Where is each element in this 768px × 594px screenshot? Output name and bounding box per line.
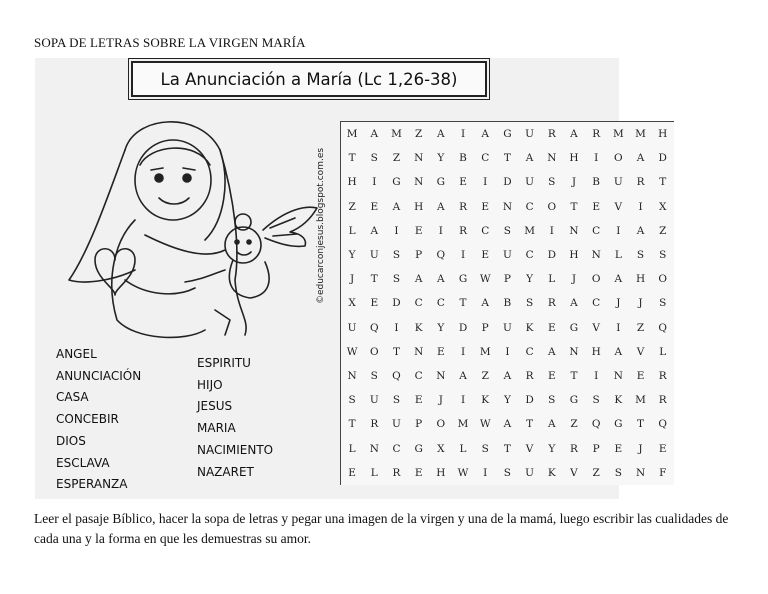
page-heading: SOPA DE LETRAS SOBRE LA VIRGEN MARÍA xyxy=(34,35,306,50)
grid-letter: U xyxy=(525,128,535,141)
grid-letter: R xyxy=(459,224,467,237)
grid-letter: H xyxy=(635,273,646,286)
grid-letter: A xyxy=(437,273,445,286)
grid-letter: S xyxy=(481,442,489,455)
worksheet-image xyxy=(35,58,668,499)
grid-letter: M xyxy=(479,345,491,358)
grid-letter: N xyxy=(502,200,512,213)
grid-letter: F xyxy=(659,466,667,479)
grid-letter: I xyxy=(460,394,466,407)
grid-letter: L xyxy=(459,442,467,455)
grid-letter: A xyxy=(503,418,512,431)
grid-letter: O xyxy=(658,273,668,286)
grid-letter: U xyxy=(502,321,512,334)
grid-letter: I xyxy=(460,345,466,358)
grid-letter: W xyxy=(479,273,491,286)
grid-letter: S xyxy=(592,394,600,407)
grid-letter: C xyxy=(481,152,490,165)
grid-letter: E xyxy=(348,466,356,479)
grid-letter: A xyxy=(370,224,379,237)
grid-letter: Q xyxy=(392,369,401,382)
grid-letter: C xyxy=(525,200,534,213)
grid-letter: I xyxy=(505,345,510,358)
grid-letter: A xyxy=(437,200,445,213)
grid-letter: A xyxy=(614,273,623,286)
grid-letter: L xyxy=(348,442,356,455)
grid-letter: A xyxy=(392,200,401,213)
grid-letter: Q xyxy=(369,321,379,334)
grid-letter: G xyxy=(614,418,623,431)
grid-letter: N xyxy=(569,224,579,237)
grid-letter: U xyxy=(613,176,623,189)
grid-letter: A xyxy=(370,128,379,141)
grid-letter: D xyxy=(503,176,512,189)
grid-letter: N xyxy=(414,176,424,189)
grid-letter: K xyxy=(547,466,556,479)
grid-letter: R xyxy=(636,176,645,189)
grid-letter: N xyxy=(591,249,601,262)
grid-letter: U xyxy=(525,176,535,189)
grid-letter: L xyxy=(614,249,622,262)
grid-letter: E xyxy=(414,466,423,479)
word-list-column-1 xyxy=(56,344,141,496)
grid-letter: R xyxy=(547,297,556,310)
grid-letter: O xyxy=(614,152,623,165)
grid-letter: Z xyxy=(415,128,423,141)
grid-letter: E xyxy=(459,176,467,189)
grid-letter: C xyxy=(525,345,534,358)
grid-letter: J xyxy=(638,297,643,310)
grid-letter: D xyxy=(458,321,468,334)
grid-letter: T xyxy=(348,152,356,165)
grid-letter: G xyxy=(503,128,512,141)
grid-letter: S xyxy=(636,249,645,262)
grid-letter: Q xyxy=(591,418,601,431)
grid-letter: C xyxy=(592,297,601,310)
grid-letter: M xyxy=(612,128,624,141)
grid-letter: I xyxy=(460,249,466,262)
grid-letter: S xyxy=(392,273,401,286)
grid-letter: W xyxy=(479,418,491,431)
word-list-item: MARIA xyxy=(197,421,236,436)
grid-letter: M xyxy=(457,418,469,431)
grid-letter: M xyxy=(635,128,646,141)
grid-letter: M xyxy=(635,394,646,407)
grid-letter: V xyxy=(592,321,600,334)
grid-letter: C xyxy=(414,297,423,310)
grid-letter: N xyxy=(635,466,646,479)
grid-letter: R xyxy=(525,369,534,382)
grid-letter: S xyxy=(503,224,511,237)
letter-grid xyxy=(340,121,674,485)
grid-letter: Y xyxy=(437,152,445,165)
grid-letter: K xyxy=(525,321,534,334)
word-list-item: CONCEBIR xyxy=(56,412,119,427)
grid-letter: I xyxy=(616,321,621,334)
grid-letter: I xyxy=(483,176,488,189)
grid-letter: Z xyxy=(592,466,600,479)
grid-letter: A xyxy=(636,152,645,165)
grid-letter: A xyxy=(570,297,578,310)
grid-letter: E xyxy=(370,297,379,310)
grid-letter: Y xyxy=(548,442,556,455)
grid-letter: E xyxy=(658,442,667,455)
grid-letter: G xyxy=(569,394,579,407)
grid-letter: E xyxy=(481,249,490,262)
grid-letter: N xyxy=(414,345,424,358)
grid-letter: P xyxy=(415,249,423,262)
grid-letter: C xyxy=(392,442,401,455)
grid-letter: S xyxy=(370,369,378,382)
grid-letter: A xyxy=(414,273,423,286)
word-list-item: ANUNCIACIÓN xyxy=(56,368,142,383)
grid-letter: E xyxy=(636,369,645,382)
grid-letter: D xyxy=(658,152,667,165)
grid-letter: T xyxy=(659,176,667,189)
grid-letter: T xyxy=(637,418,645,431)
grid-letter: J xyxy=(571,273,577,286)
grid-letter: C xyxy=(414,369,423,382)
grid-letter: Z xyxy=(659,224,667,237)
grid-letter: T xyxy=(570,369,578,382)
word-list-item: ESPIRITU xyxy=(197,356,251,370)
word-list-item: JESUS xyxy=(197,399,233,414)
grid-letter: S xyxy=(614,466,622,479)
grid-letter: X xyxy=(348,297,356,310)
instructions-text: Leer el pasaje Bíblico, hacer la sopa de letras y pegar una imagen de la virgen y una de la mamá, luego escribir las cualidades de cada una y la forma en que les demuestras su amor. xyxy=(34,511,729,546)
grid-letter: K xyxy=(481,394,490,407)
grid-letter: S xyxy=(659,249,667,262)
grid-letter: S xyxy=(548,394,556,407)
grid-letter: E xyxy=(614,442,623,455)
grid-letter: I xyxy=(394,224,399,237)
grid-letter: H xyxy=(569,249,579,262)
grid-letter: E xyxy=(370,200,379,213)
grid-letter: A xyxy=(503,369,512,382)
grid-letter: C xyxy=(481,224,490,237)
grid-letter: R xyxy=(459,200,467,213)
grid-letter: J xyxy=(638,442,643,455)
virgin-mary-with-baby-illustration xyxy=(55,110,323,344)
grid-letter: U xyxy=(369,394,379,407)
grid-letter: A xyxy=(547,345,556,358)
grid-letter: K xyxy=(614,394,623,407)
grid-letter: S xyxy=(548,176,556,189)
grid-letter: K xyxy=(414,321,423,334)
grid-letter: R xyxy=(658,394,667,407)
word-list-column-2 xyxy=(197,353,273,483)
grid-letter: R xyxy=(592,128,601,141)
worksheet-title: La Anunciación a María (Lc 1,26-38) xyxy=(131,61,487,97)
grid-letter: X xyxy=(658,200,667,213)
grid-letter: B xyxy=(592,176,601,189)
grid-letter: B xyxy=(459,152,467,165)
grid-letter: Z xyxy=(348,200,356,213)
grid-letter: A xyxy=(437,128,445,141)
grid-letter: U xyxy=(347,321,357,334)
grid-letter: I xyxy=(549,224,554,237)
grid-letter: Y xyxy=(503,394,511,407)
grid-letter: T xyxy=(503,152,511,165)
grid-letter: Z xyxy=(481,369,489,382)
grid-letter: J xyxy=(438,394,443,407)
grid-letter: T xyxy=(370,273,378,286)
grid-letter: I xyxy=(638,200,643,213)
grid-letter: A xyxy=(547,418,556,431)
grid-letter: E xyxy=(437,345,445,358)
grid-letter: Z xyxy=(392,152,401,165)
grid-letter: Q xyxy=(658,418,668,431)
grid-letter: N xyxy=(436,369,446,382)
grid-letter: I xyxy=(483,466,488,479)
grid-letter: G xyxy=(436,176,446,189)
grid-letter: D xyxy=(392,297,401,310)
grid-letter: R xyxy=(392,466,401,479)
grid-letter: V xyxy=(570,466,578,479)
grid-letter: N xyxy=(347,369,357,382)
grid-letter: T xyxy=(570,200,578,213)
grid-letter: I xyxy=(594,369,599,382)
grid-letter: L xyxy=(659,345,667,358)
grid-letter: P xyxy=(503,273,511,286)
grid-letter: R xyxy=(658,369,667,382)
grid-letter: S xyxy=(659,297,667,310)
grid-letter: S xyxy=(503,466,511,479)
grid-letter: L xyxy=(548,273,556,286)
grid-letter: M xyxy=(391,128,402,141)
grid-letter: N xyxy=(547,152,557,165)
grid-letter: L xyxy=(348,224,356,237)
grid-letter: R xyxy=(370,418,379,431)
grid-letter: D xyxy=(547,249,556,262)
word-list-item: ESCLAVA xyxy=(56,455,110,470)
grid-letter: Q xyxy=(658,321,668,334)
grid-letter: A xyxy=(481,128,490,141)
grid-letter: V xyxy=(525,442,534,455)
grid-letter: U xyxy=(525,466,535,479)
grid-letter: C xyxy=(592,224,601,237)
grid-letter: G xyxy=(414,442,423,455)
grid-letter: N xyxy=(414,152,424,165)
grid-letter: O xyxy=(547,200,557,213)
grid-letter: O xyxy=(369,345,379,358)
grid-letter: Y xyxy=(526,273,534,286)
grid-letter: I xyxy=(438,224,443,237)
grid-letter: J xyxy=(349,273,355,286)
grid-letter: H xyxy=(414,200,424,213)
grid-letter: I xyxy=(616,224,621,237)
word-list-item: CASA xyxy=(56,390,89,405)
grid-letter: I xyxy=(394,321,399,334)
grid-letter: S xyxy=(348,394,356,407)
word-list-item: HIJO xyxy=(197,377,223,392)
grid-letter: Z xyxy=(570,418,578,431)
grid-letter: I xyxy=(594,152,599,165)
grid-letter: J xyxy=(616,297,621,310)
grid-letter: S xyxy=(392,249,401,262)
grid-letter: H xyxy=(569,152,579,165)
word-list-item: ANGEL xyxy=(56,347,97,361)
grid-letter: W xyxy=(346,345,358,358)
grid-letter: E xyxy=(592,200,600,213)
grid-letter: Z xyxy=(636,321,645,334)
grid-letter: E xyxy=(414,224,423,237)
word-list-item: NAZARET xyxy=(197,464,254,479)
grid-letter: H xyxy=(591,345,601,358)
grid-letter: N xyxy=(569,345,579,358)
grid-letter: W xyxy=(457,466,469,479)
grid-letter: J xyxy=(571,176,577,189)
grid-letter: E xyxy=(481,200,490,213)
grid-letter: U xyxy=(502,249,512,262)
grid-letter: N xyxy=(369,442,379,455)
grid-letter: A xyxy=(570,128,578,141)
grid-letter: T xyxy=(459,297,467,310)
grid-letter: H xyxy=(347,176,357,189)
grid-letter: M xyxy=(524,224,535,237)
grid-letter: S xyxy=(525,297,534,310)
grid-letter: Q xyxy=(436,249,446,262)
grid-letter: O xyxy=(436,418,446,431)
grid-letter: O xyxy=(591,273,601,286)
grid-letter: B xyxy=(503,297,512,310)
grid-letter: X xyxy=(437,442,445,455)
grid-letter: I xyxy=(372,176,377,189)
grid-letter: U xyxy=(392,418,401,431)
grid-letter: E xyxy=(547,369,556,382)
grid-letter: T xyxy=(348,418,356,431)
grid-letter: Y xyxy=(437,321,445,334)
grid-letter: U xyxy=(369,249,379,262)
grid-letter: D xyxy=(525,394,534,407)
word-list-item: DIOS xyxy=(56,433,86,448)
grid-letter: A xyxy=(481,297,490,310)
grid-letter: C xyxy=(525,249,534,262)
grid-letter: H xyxy=(658,128,668,141)
grid-letter: N xyxy=(613,369,623,382)
grid-letter: M xyxy=(346,128,358,141)
grid-letter: S xyxy=(392,394,401,407)
word-list-item: NACIMIENTO xyxy=(197,442,274,457)
grid-letter: R xyxy=(570,442,578,455)
grid-letter: T xyxy=(392,345,400,358)
grid-letter: E xyxy=(414,394,423,407)
grid-letter: I xyxy=(460,128,466,141)
grid-letter: G xyxy=(569,321,579,334)
grid-letter: L xyxy=(370,466,378,479)
grid-letter: V xyxy=(636,345,645,358)
grid-letter: C xyxy=(436,297,445,310)
grid-letter: A xyxy=(636,224,645,237)
grid-letter: Y xyxy=(348,249,356,262)
watermark-text: ©educarconjesus.blogspot.com.es xyxy=(316,147,326,305)
grid-letter: G xyxy=(392,176,401,189)
grid-letter: P xyxy=(592,442,600,455)
grid-letter: V xyxy=(614,200,623,213)
grid-letter: T xyxy=(526,418,534,431)
grid-letter: E xyxy=(547,321,556,334)
grid-letter: H xyxy=(436,466,446,479)
word-list-item: ESPERANZA xyxy=(56,477,128,492)
grid-letter: P xyxy=(415,418,423,431)
grid-letter: P xyxy=(481,321,489,334)
grid-letter: A xyxy=(525,152,534,165)
grid-letter: A xyxy=(614,345,623,358)
grid-letter: R xyxy=(547,128,556,141)
grid-letter: S xyxy=(370,152,378,165)
grid-letter: A xyxy=(459,369,467,382)
grid-letter: T xyxy=(503,442,511,455)
grid-letter: G xyxy=(458,273,468,286)
